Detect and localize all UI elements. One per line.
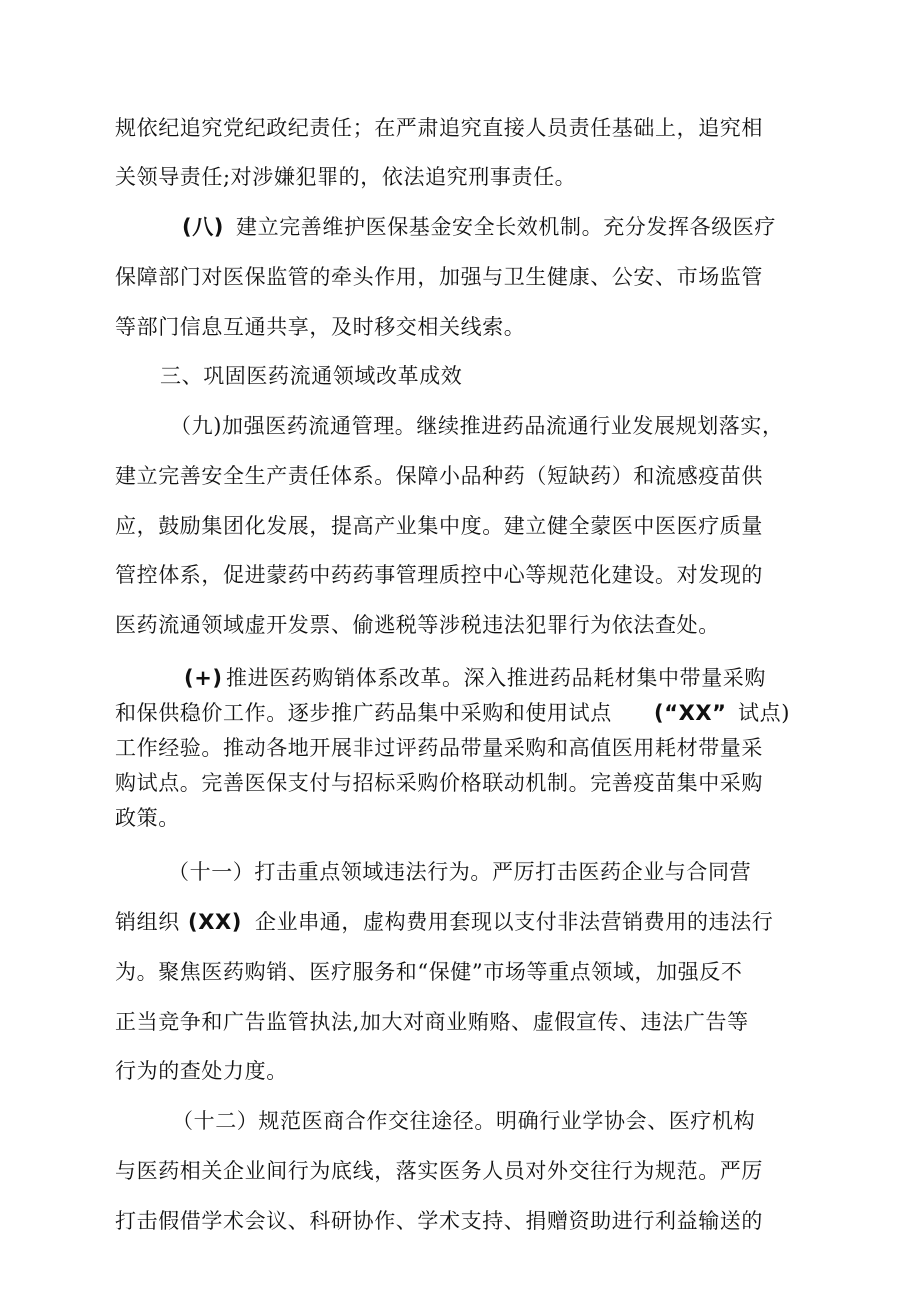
text-line: 购试点。完善医保支付与招标采购价格联动机制。完善疫苗集中采购 [115,771,763,795]
section-heading: 三、巩固医药流通领域改革成效 [160,364,463,388]
text-line: 关领导责任;对涉嫌犯罪的，依法追究刑事责任。 [115,165,577,189]
inline-bold-text: (“XX” [654,701,727,725]
text-line: 保障部门对医保监管的牵头作用，加强与卫生健康、公安、市场监管 [115,265,763,289]
text-line: 医药流通领域虚开发票、偷逃税等涉税违法犯罪行为依法查处。 [115,613,720,637]
text-line: 打击假借学术会议、科研协作、学术支持、捐赠资助进行利益输送的 [115,1209,763,1233]
text-line: 管控体系，促进蒙药中药药事管理质控中心等规范化建设。对发现的 [115,563,763,587]
text-line: 试点) [738,701,790,725]
text-line: 企业串通，虚构费用套现以支付非法营销费用的违法行 [255,910,774,934]
inline-bold-text: (XX) [188,910,242,934]
text-line: 为。聚焦医药购销、医疗服务和“保健”市场等重点领域，加强反不 [115,960,743,984]
text-line: 等部门信息互通共享，及时移交相关线索。 [115,315,526,339]
text-line: 政策。 [115,806,180,830]
text-line: 建立完善安全生产责任体系。保障小品种药（短缺药）和流感疫苗供 [115,464,763,488]
section-number: (+) [184,666,223,690]
text-line: （十一）打击重点领域违法行为。严厉打击医药企业与合同营 [168,860,752,884]
text-line: （九)加强医药流通管理。继续推进药品流通行业发展规划落实， [170,414,784,438]
text-line: 工作经验。推动各地开展非过评药品带量采购和高值医用耗材带量采 [115,736,763,760]
text-line: 正当竞争和广告监管执法,加大对商业贿赂、虚假宣传、违法广告等 [115,1010,749,1034]
section-number: (八) [182,215,224,239]
text-line: 规依纪追究党纪政纪责任；在严肃追究直接人员责任基础上，追究相 [115,116,763,140]
text-line: 行为的查处力度。 [115,1059,288,1083]
text-line: 和保供稳价工作。逐步推广药品集中采购和使用试点 [115,701,612,725]
text-line: 与医药相关企业间行为底线，落实医务人员对外交往行为规范。严厉 [115,1159,763,1183]
text-line: （十二）规范医商合作交往途径。明确行业学协会、医疗机构 [172,1109,756,1133]
text-line: 建立完善维护医保基金安全长效机制。充分发挥各级医疗 [236,215,776,239]
text-line: 应，鼓励集团化发展，提高产业集中度。建立健全蒙医中医医疗质量 [115,514,763,538]
text-line: 销组织 [115,910,180,934]
text-line: 推进医药购销体系改革。深入推进药品耗材集中带量采购 [226,666,766,690]
